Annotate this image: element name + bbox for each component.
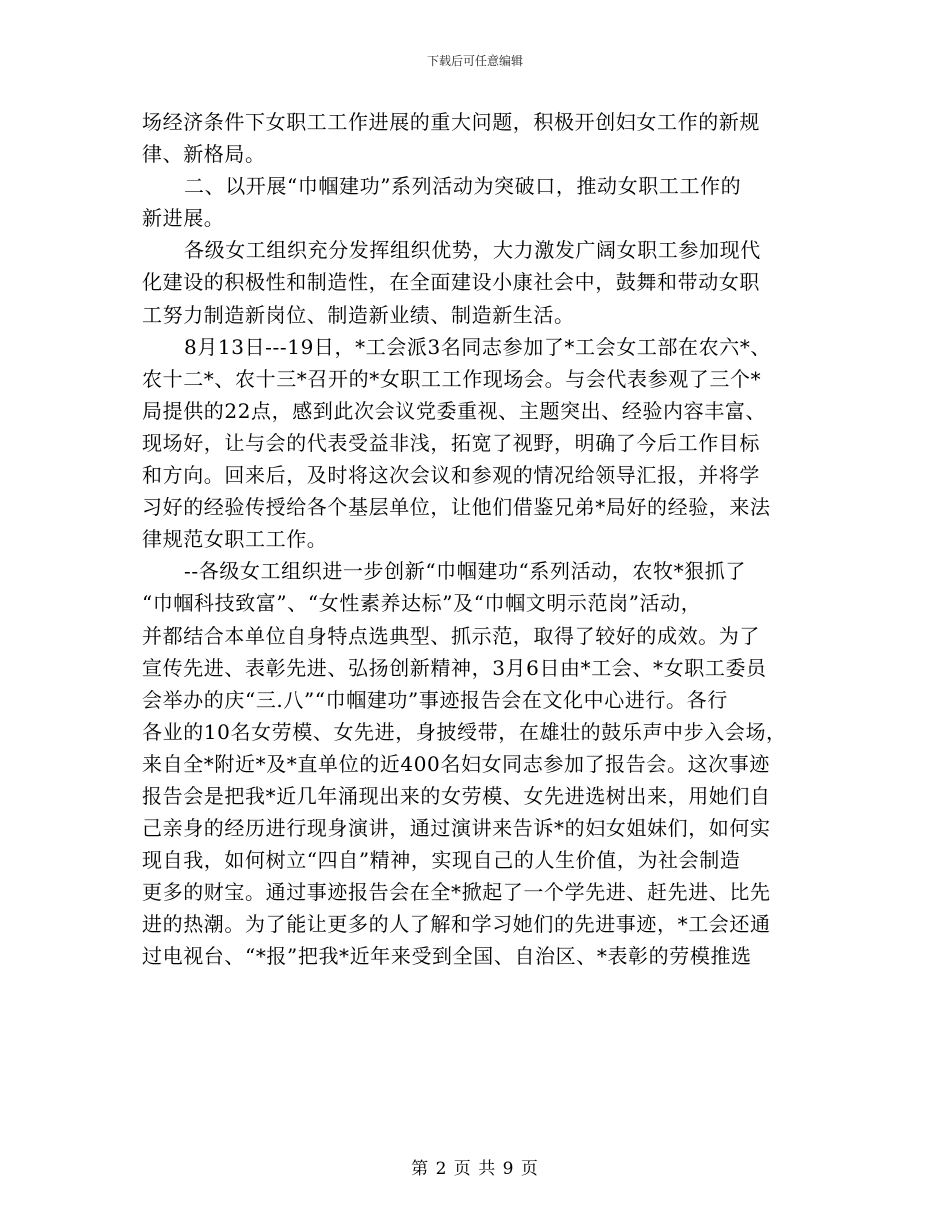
text-line: 工努力制造新岗位、制造新业绩、制造新生活。	[142, 302, 575, 327]
text-line: 来自全*附近*及*直单位的近400名妇女同志参加了报告会。这次事迹	[142, 751, 770, 776]
text-line: 农十二*、农十三*召开的*女职工工作现场会。与会代表参观了三个*	[142, 366, 762, 391]
text-line: 过电视台、“*报”把我*近年来受到全国、自治区、*表彰的劳模推选	[142, 944, 752, 969]
text-line: 宣传先进、表彰先进、弘扬创新精神，3月6日由*工会、*女职工委员	[142, 655, 767, 680]
text-line: 并都结合本单位自身特点选典型、抓示范，取得了较好的成效。为了	[142, 623, 760, 648]
text-line: 现自我，如何树立“四自”精神，实现自己的人生价值，为社会制造	[142, 848, 741, 873]
text-line: 8月13日---19日，*工会派3名同志参加了*工会女工部在农六*、	[184, 334, 772, 359]
page-header: 下载后可任意编辑	[426, 54, 523, 68]
text-line: 各业的10名女劳模、女先进，身披绶带，在雄壮的鼓乐声中步入会场，	[142, 719, 787, 744]
text-line: 会举办的庆“三.八”“巾帼建功”事迹报告会在文化中心进行。各行	[142, 687, 728, 712]
text-line: 化建设的积极性和制造性，在全面建设小康社会中，鼓舞和带动女职	[142, 270, 760, 295]
text-line: 新进展。	[142, 206, 225, 231]
text-line: 各级女工组织充分发挥组织优势，大力激发广阔女职工参加现代	[184, 238, 761, 263]
text-line: 己亲身的经历进行现身演讲，通过演讲来告诉*的妇女姐妹们，如何实	[142, 816, 771, 841]
document-body	[142, 106, 822, 973]
text-line: --各级女工组织进一步创新“巾帼建功“系列活动，农牧*狠抓了	[184, 559, 746, 584]
text-line: 现场好，让与会的代表受益非浅，拓宽了视野，明确了今后工作目标	[142, 430, 760, 455]
text-line: 场经济条件下女职工工作进展的重大问题，积极开创妇女工作的新规	[142, 110, 760, 134]
text-line: 律规范女职工工作。	[142, 527, 328, 552]
text-line: 局提供的22点，感到此次会议党委重视、主题突出、经验内容丰富、	[142, 398, 767, 423]
page-footer: 第 2 页 共 9 页	[411, 1159, 539, 1179]
text-line: 二、以开展“巾帼建功”系列活动为突破口，推动女职工工作的	[184, 174, 742, 199]
text-line: “巾帼科技致富”、“女性素养达标”及“巾帼文明示范岗”活动，	[142, 591, 702, 616]
text-line: 报告会是把我*近几年涌现出来的女劳模、女先进选树出来，用她们自	[142, 783, 771, 808]
text-line: 进的热潮。为了能让更多的人了解和学习她们的先进事迹，*工会还通	[142, 912, 771, 937]
text-line: 更多的财宝。通过事迹报告会在全*掀起了一个学先进、赶先进、比先	[142, 880, 771, 905]
text-line: 律、新格局。	[142, 142, 266, 167]
text-line: 习好的经验传授给各个基层单位，让他们借鉴兄弟*局好的经验，来法	[142, 495, 771, 520]
text-line: 和方向。回来后，及时将这次会议和参观的情况给领导汇报，并将学	[142, 463, 760, 488]
